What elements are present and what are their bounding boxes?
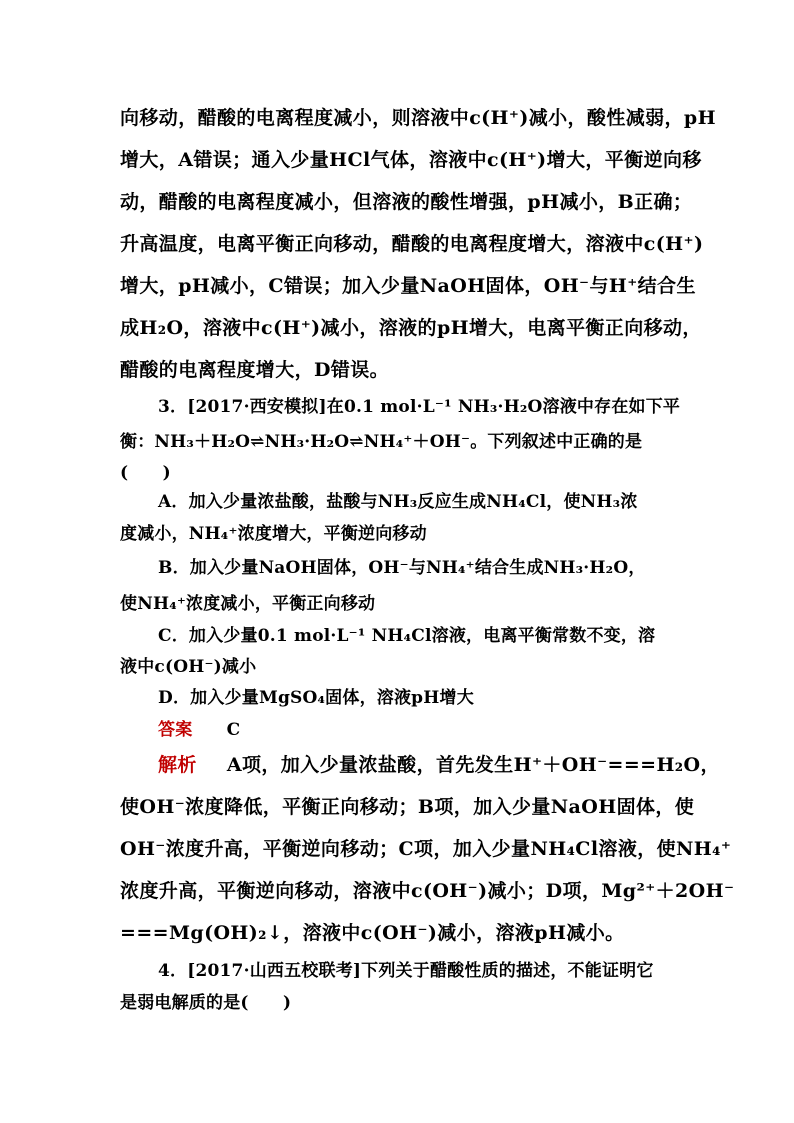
answer-row <box>158 715 240 740</box>
text-line: 增大，pH减小，C错误；加入少量NaOH固体，OH⁻与H⁺结合生 <box>120 275 696 297</box>
question-stem-line: 4．[2017·山西五校联考]下列关于醋酸性质的描述，不能证明它 <box>158 961 654 981</box>
text-line: 增大，A错误；通入少量HCl气体，溶液中c(H⁺)增大，平衡逆向移 <box>120 149 702 171</box>
analysis-text: A项，加入少量浓盐酸，首先发生H⁺＋OH⁻===H₂O， <box>226 754 720 776</box>
analysis-line: OH⁻浓度升高，平衡逆向移动；C项，加入少量NH₄Cl溶液，使NH₄⁺ <box>120 838 732 860</box>
analysis-line: 使OH⁻浓度降低，平衡正向移动；B项，加入少量NaOH固体，使 <box>120 796 695 818</box>
text-line: 动，醋酸的电离程度减小，但溶液的酸性增强，pH减小，B正确； <box>120 191 693 213</box>
option-d-line: D．加入少量MgSO₄固体，溶液pH增大 <box>158 688 474 708</box>
answer-blank: ( ) <box>120 463 171 483</box>
option-b-line: B．加入少量NaOH固体，OH⁻与NH₄⁺结合生成NH₃·H₂O， <box>158 558 646 578</box>
question-stem-line: 是弱电解质的是( ) <box>120 993 292 1013</box>
analysis-first-line <box>158 750 720 777</box>
question-stem-line: 衡：NH₃＋H₂O⇌NH₃·H₂O⇌NH₄⁺＋OH⁻。下列叙述中正确的是 <box>120 432 643 452</box>
option-c-line: 液中c(OH⁻)减小 <box>120 657 257 677</box>
text-line: 醋酸的电离程度增大，D错误。 <box>120 359 390 381</box>
text-line: 向移动，醋酸的电离程度减小，则溶液中c(H⁺)减小，酸性减弱，pH <box>120 107 716 129</box>
text-line: 成H₂O，溶液中c(H⁺)减小，溶液的pH增大，电离平衡正向移动， <box>120 317 702 339</box>
answer-label: 答案 <box>158 720 193 740</box>
text-line: 升高温度，电离平衡正向移动，醋酸的电离程度增大，溶液中c(H⁺) <box>120 233 704 255</box>
analysis-line: 浓度升高，平衡逆向移动，溶液中c(OH⁻)减小；D项，Mg²⁺＋2OH⁻ <box>120 880 735 902</box>
option-a-line: A．加入少量浓盐酸，盐酸与NH₃反应生成NH₄Cl，使NH₃浓 <box>158 492 638 512</box>
analysis-label: 解析 <box>158 754 197 776</box>
option-c-line: C．加入少量0.1 mol·L⁻¹ NH₄Cl溶液，电离平衡常数不变，溶 <box>158 626 656 646</box>
question-stem-line: 3．[2017·西安模拟]在0.1 mol·L⁻¹ NH₃·H₂O溶液中存在如下平 <box>158 397 681 417</box>
answer-value: C <box>226 720 241 740</box>
option-a-line: 度减小，NH₄⁺浓度增大，平衡逆向移动 <box>120 524 427 544</box>
analysis-line: ===Mg(OH)₂↓，溶液中c(OH⁻)减小，溶液pH减小。 <box>120 922 625 944</box>
option-b-line: 使NH₄⁺浓度减小，平衡正向移动 <box>120 594 376 614</box>
